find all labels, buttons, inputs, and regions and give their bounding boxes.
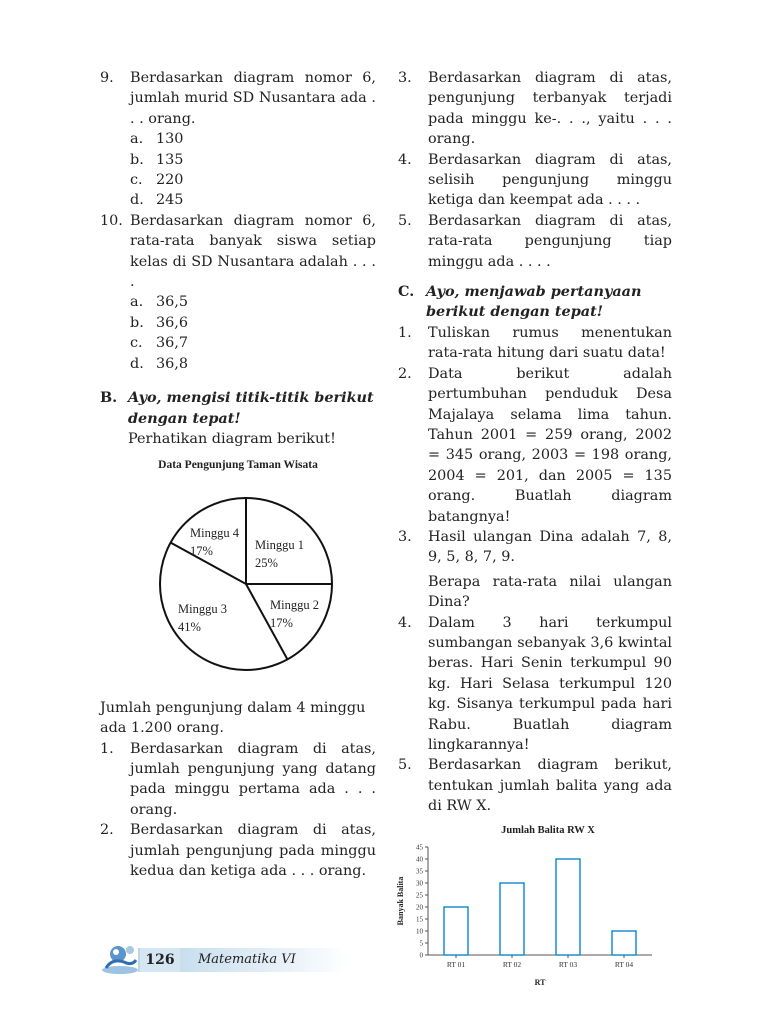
numbered-item xyxy=(398,211,672,272)
answer-option xyxy=(130,333,376,353)
item-number: 3. xyxy=(398,70,412,86)
numbered-item xyxy=(398,323,672,364)
item-text: Berdasarkan diagram di atas, jumlah pengunjung pada minggu kedua dan ketiga ada . . . orang. xyxy=(130,822,376,879)
bar-rt-02 xyxy=(500,883,524,955)
pie-chart xyxy=(100,478,376,696)
pie-label-minggu-3: Minggu 3 41% xyxy=(178,601,227,634)
question-text: Berdasarkan diagram nomor 6, jumlah murid SD Nusantara ada . . . orang. xyxy=(130,70,376,127)
item-number: 1. xyxy=(398,324,412,341)
section-b-intro: Perhatikan diagram berikut! xyxy=(128,430,336,447)
item-text: Berdasarkan diagram berikut, tentukan jumlah balita yang ada di RW X. xyxy=(428,757,672,815)
section-c-heading xyxy=(398,282,672,323)
page-number: 126 xyxy=(140,948,180,972)
section-title: Ayo, menjawab pertanyaan berikut dengan tepat! xyxy=(426,283,642,321)
section-b-items-continued xyxy=(398,68,672,272)
item-number: 3. xyxy=(398,528,412,545)
section-c-items xyxy=(398,323,672,817)
question-10 xyxy=(100,211,376,293)
left-column xyxy=(100,68,376,881)
section-b-heading xyxy=(100,388,376,429)
y-tick-label: 0 xyxy=(419,951,423,960)
item-text: Berdasarkan diagram di atas, pengunjung terbanyak terjadi pada minggu ke-. . ., yaitu . . . orang. xyxy=(428,70,672,148)
y-tick-label: 20 xyxy=(416,903,423,912)
numbered-item xyxy=(398,755,672,816)
question-text: Berdasarkan diagram nomor 6, rata-rata banyak siswa setiap kelas di SD Nusantara adalah . . . . xyxy=(130,212,376,291)
pie-chart-title: Data Pengunjung Taman Wisata xyxy=(158,459,318,472)
option-value: 220 xyxy=(156,172,184,189)
option-value: 36,7 xyxy=(156,335,189,352)
x-tick-label: RT 02 xyxy=(502,959,522,969)
section-b-items xyxy=(100,739,376,882)
answer-option xyxy=(130,354,376,374)
question-10-options xyxy=(130,292,376,374)
answer-option xyxy=(130,150,376,170)
pie-label-minggu-1: Minggu 1 25% xyxy=(255,537,304,570)
item-number: 5. xyxy=(398,757,412,774)
x-axis-label: RT xyxy=(534,977,546,987)
option-letter: a. xyxy=(130,131,144,148)
answer-option xyxy=(130,190,376,210)
bar-chart-svg xyxy=(378,821,658,1011)
bar-chart xyxy=(378,821,658,1011)
option-letter: c. xyxy=(130,335,143,352)
option-letter: c. xyxy=(130,172,143,189)
y-tick-label: 5 xyxy=(419,939,423,948)
question-number: 9. xyxy=(100,70,114,86)
numbered-item xyxy=(398,527,672,613)
option-letter: b. xyxy=(130,151,144,168)
numbered-item xyxy=(398,68,672,150)
numbered-item xyxy=(398,364,672,527)
item-text: Berdasarkan diagram di atas, jumlah pengunjung yang datang pada minggu pertama ada . . . orang. xyxy=(130,740,376,818)
y-tick-label: 40 xyxy=(416,855,423,864)
item-text: Berdasarkan diagram di atas, selisih pengunjung minggu ketiga dan keempat ada . . . . xyxy=(428,151,672,209)
page-footer xyxy=(98,940,338,976)
bar-rt-03 xyxy=(556,859,580,955)
item-text: Dalam 3 hari terkumpul sumbangan sebanyak 3,6 kwintal beras. Hari Senin terkumpul 90 kg. Hari Selasa terkumpul 120 kg. Sisanya terkumpul pada hari Rabu. Buatlah diagram lingkarannya! xyxy=(428,614,672,753)
item-number: 4. xyxy=(398,151,412,168)
bar-rt-01 xyxy=(444,907,468,955)
y-tick-label: 10 xyxy=(416,927,423,936)
question-9 xyxy=(100,68,376,129)
numbered-item xyxy=(100,739,376,821)
option-value: 245 xyxy=(156,192,184,209)
pie-chart-svg xyxy=(100,478,376,696)
item-number: 5. xyxy=(398,212,412,229)
mascot-logo-icon xyxy=(98,940,146,976)
option-value: 36,6 xyxy=(156,314,189,331)
numbered-item xyxy=(398,613,672,756)
bar-rt-04 xyxy=(612,931,636,955)
section-label: B. xyxy=(100,389,118,407)
option-value: 135 xyxy=(156,151,184,168)
answer-option xyxy=(130,292,376,312)
numbered-item xyxy=(100,820,376,881)
item-number: 2. xyxy=(100,822,114,839)
option-value: 36,8 xyxy=(156,355,189,372)
answer-option xyxy=(130,129,376,149)
option-letter: b. xyxy=(130,314,144,331)
question-number: 10. xyxy=(100,212,123,229)
option-value: 36,5 xyxy=(156,294,189,311)
answer-option xyxy=(130,313,376,333)
x-tick-label: RT 01 xyxy=(446,959,466,969)
y-axis-label: Banyak Balita xyxy=(396,876,405,925)
y-tick-label: 25 xyxy=(416,891,423,900)
x-tick-label: RT 03 xyxy=(558,959,578,969)
item-number: 4. xyxy=(398,614,412,631)
y-tick-label: 45 xyxy=(416,843,423,852)
option-letter: d. xyxy=(130,192,144,209)
pie-label-minggu-2: Minggu 2 17% xyxy=(270,597,319,630)
y-tick-label: 15 xyxy=(416,915,423,924)
pie-label-minggu-4: Minggu 4 17% xyxy=(190,525,239,558)
option-letter: d. xyxy=(130,355,144,372)
item-text: Tuliskan rumus menentukan rata-rata hitung dari suatu data! xyxy=(428,324,672,362)
item-text: Berdasarkan diagram di atas, rata-rata pengunjung tiap minggu ada . . . . xyxy=(428,212,672,270)
answer-option xyxy=(130,170,376,190)
visitor-total-text: Jumlah pengunjung dalam 4 minggu ada 1.200 orang. xyxy=(100,699,366,737)
item-text-continued: Berapa rata-rata nilai ulangan Dina? xyxy=(428,573,672,611)
item-text: Hasil ulangan Dina adalah 7, 8, 9, 5, 8, 7, 9. xyxy=(428,528,672,566)
item-number: 2. xyxy=(398,365,412,382)
option-letter: a. xyxy=(130,294,144,311)
item-number: 1. xyxy=(100,740,114,757)
option-value: 130 xyxy=(156,131,184,148)
bar-chart-title: Jumlah Balita RW X xyxy=(501,824,595,836)
right-column xyxy=(398,68,672,1011)
y-tick-label: 30 xyxy=(416,879,423,888)
y-tick-label: 35 xyxy=(416,867,423,876)
numbered-item xyxy=(398,150,672,211)
section-title: Ayo, mengisi titik-titik berikut dengan tepat! xyxy=(128,389,374,427)
x-tick-label: RT 04 xyxy=(614,959,634,969)
question-9-options xyxy=(130,129,376,211)
section-label: C. xyxy=(398,283,415,301)
book-title: Matematika VI xyxy=(198,952,296,967)
item-text: Data berikut adalah pertumbuhan penduduk Desa Majalaya selama lima tahun. Tahun 2001 = 259 orang, 2002 = 345 orang, 2003 = 198 orang, 2004 = 201, dan 2005 = 135 orang. Buatlah diagram batangnya! xyxy=(428,365,672,525)
